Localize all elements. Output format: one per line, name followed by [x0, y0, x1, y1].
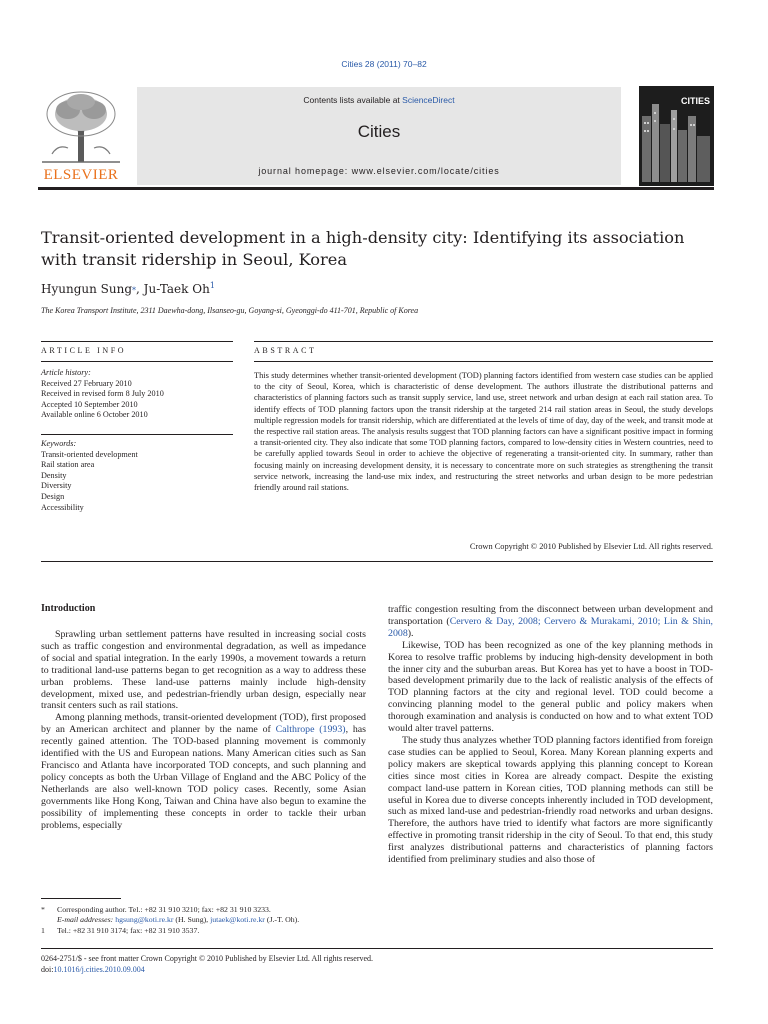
- history-item: Received in revised form 8 July 2010: [41, 389, 164, 399]
- author-footnote: [41, 926, 381, 936]
- abstract-top-rule: [254, 341, 713, 342]
- article-info-heading: ARTICLE INFO: [41, 346, 127, 355]
- footnote-rule: [41, 898, 121, 899]
- email-owner: (H. Sung),: [173, 915, 211, 925]
- footnotes: [41, 905, 381, 936]
- body-column-left: [41, 629, 366, 831]
- author-separator: ,: [136, 282, 144, 296]
- keywords-label: Keywords:: [41, 439, 77, 448]
- elsevier-tree-icon: [38, 88, 124, 166]
- journal-cover[interactable]: [639, 86, 714, 186]
- email-label: E-mail addresses:: [57, 915, 116, 925]
- footnote-symbol: 1: [41, 925, 45, 935]
- footnote-text: Corresponding author. Tel.: +82 31 910 3210; fax: +82 31 910 3233.: [57, 905, 271, 914]
- email-owner: (J.-T. Oh).: [264, 915, 300, 925]
- keyword-list: [41, 439, 231, 513]
- reference-link[interactable]: Cervero & Day, 2008; Cervero & Murakami, 2010; Lin & Shin, 2008: [388, 615, 713, 639]
- front-matter-bottom-rule: [41, 561, 713, 562]
- abstract-copyright: Crown Copyright © 2010 Published by Elsevier Ltd. All rights reserved.: [469, 542, 713, 551]
- footnote-text: Tel.: +82 31 910 3174; fax: +82 31 910 3537.: [57, 925, 200, 935]
- elsevier-logo: [38, 88, 124, 184]
- keyword: Rail station area: [41, 460, 95, 470]
- contents-line: [137, 95, 621, 105]
- author-affiliation: The Korea Transport Institute, 2311 Daewha-dong, Ilsanseo-gu, Goyang-si, Gyeonggi-do 411-701, Republic of Korea: [41, 306, 419, 315]
- keyword: Design: [41, 491, 65, 501]
- article-info-top-rule: [41, 341, 233, 342]
- article-history-label: Article history:: [41, 368, 91, 377]
- body-paragraph: [388, 604, 713, 640]
- article-history: [41, 368, 231, 421]
- author-list: [41, 281, 215, 296]
- email-link[interactable]: jutaek@koti.re.kr: [210, 915, 265, 925]
- history-item: Accepted 10 September 2010: [41, 399, 138, 409]
- footnote-symbol: *: [41, 905, 45, 914]
- author-footnote-mark[interactable]: 1: [209, 281, 215, 290]
- doi-prefix: doi:: [41, 965, 54, 974]
- journal-citation[interactable]: Cities 28 (2011) 70–82: [341, 59, 427, 69]
- doi-line: [41, 964, 373, 975]
- elsevier-wordmark: ELSEVIER: [43, 167, 119, 183]
- introduction-heading: Introduction: [41, 603, 96, 614]
- cover-title: CITIES: [680, 96, 710, 106]
- abstract-heading-rule: [254, 361, 713, 362]
- abstract-heading: ABSTRACT: [254, 346, 317, 355]
- body-text: Among planning methods, transit-oriented development (TOD), first proposed by an American architect and planner by the name of: [41, 712, 366, 736]
- corresponding-author-mark[interactable]: *: [132, 286, 137, 295]
- body-paragraph: [41, 712, 366, 831]
- body-text: , has recently gained attention. The TOD-based planning movement is commonly identified with the US and European nations. Many American cities such as San Francisco and Atlanta have incorporated TOD concepts, and such planning and policy concepts as both the Urban Village of England and the ABC Policy of the Netherlands are also well-known TOD policy cases. Recently, some Asian governments like Hong Kong, Taiwan and China have also begun to examine the possibility of implementing these concepts in order to tackle their urban problems, especially: [41, 724, 366, 831]
- email-footnote: [41, 915, 381, 925]
- corresponding-author-footnote: [41, 905, 381, 915]
- keyword: Transit-oriented development: [41, 449, 138, 459]
- author-name[interactable]: Ju-Taek Oh: [143, 282, 210, 296]
- abstract-text: This study determines whether transit-oriented development (TOD) planning factors identified from western case studies can be applied to the city of Seoul, Korea, which is characteristic of dense development. The authors illustrate the distributional patterns and characteristics of planning factors such as transit supply service, land use, street network and urban design at each rail station area. To identify effects of TOD planning factors upon the transit ridership at the targeted 214 rail station areas in Seoul, the study develops multiple regression models for transit ridership, which are differentiated at the levels of time of day, day of the week, and transit mode at the respective rail station areas. The analysis results suggest that TOD planning factors can have a significant positive impact in forming a transit-oriented city. They also indicate that some TOD planning factors, compared to low-density cities in Western countries, need to be carefully applied towards Seoul in order to achieve the objective of regenerating a transit-oriented city. In summary, rather than focusing mainly on increasing development density, it is necessary to concentrate more on such strategies as strengthening the transit service network, increasing the land-use mix index, and restructuring the street networks and urban design to be more pedestrian friendly around rail stations.: [254, 371, 713, 493]
- keyword: Density: [41, 470, 67, 480]
- email-link[interactable]: hgsung@koti.re.kr: [115, 915, 174, 925]
- article-title: [41, 227, 721, 271]
- article-info-heading-rule: [41, 361, 233, 362]
- body-paragraph: Likewise, TOD has been recognized as one of the key planning methods in Korea to resolve traffic problems by inducing high-density development in both the inner city and the suburban areas. But Korea has yet to have a boost in TOD-based development primarily due to the lack of realistic analysis of the effects of TOD planning factors at the city and regional level. TOD could become a convincing planning model to the general public and policy makers when thorough examination and analysis is conducted on how and to what extent TOD would alter travel patterns.: [388, 639, 713, 735]
- issn-line: 0264-2751/$ - see front matter Crown Copyright © 2010 Published by Elsevier Ltd. All rights reserved.: [41, 954, 374, 963]
- journal-name: Cities: [357, 122, 401, 141]
- author-name[interactable]: Hyungun Sung: [41, 282, 133, 296]
- reference-link[interactable]: Calthrope (1993): [275, 724, 346, 736]
- contents-prefix: Contents lists available at: [303, 95, 403, 105]
- body-paragraph: The study thus analyzes whether TOD planning factors identified from foreign case studies can be applied to Seoul, Korea. Many Korean planning experts and policy makers are skeptical towards applying this planning concept to Korean cities since most cities in Korea are already compact. Despite the existing compact land-use pattern in Korean cities, TOD planning methods can still be useful in Korea due to diverse concepts inherently included in TOD development, such as mixed land-use and pedestrian-friendly road networks and urban designs. Therefore, the authors have tried to identify what factors are more significantly effective in promoting transit ridership in the city of Seoul. To that end, this study first analyzes distributional patterns and characteristics of planning factors identified from preliminary studies and also those of: [388, 734, 713, 866]
- journal-header: [137, 87, 621, 185]
- body-column-right: [388, 604, 713, 866]
- keyword: Accessibility: [41, 502, 84, 512]
- history-item: Available online 6 October 2010: [41, 410, 148, 420]
- bottom-notes: [41, 953, 373, 975]
- header-rule: [38, 187, 714, 190]
- journal-homepage-link[interactable]: journal homepage: www.elsevier.com/locate/cities: [258, 166, 500, 176]
- keyword: Diversity: [41, 481, 72, 491]
- history-item: Received 27 February 2010: [41, 378, 132, 388]
- body-paragraph: Sprawling urban settlement patterns have resulted in increasing social costs such as traffic congestion and environmental degradation, as well as impedance of social and spatial integration. In the early 1990s, a movement towards a return to traditional land-use patterns began to get recognition as a way to address these urban problems. These land-use patterns mainly include high-density development, mixed use, and pedestrian-friendly urban design, especially near transit centers such as rail stations.: [41, 629, 366, 712]
- article-title-line-1: Transit-oriented development in a high-density city: Identifying its association: [41, 228, 685, 247]
- doi-link[interactable]: 10.1016/j.cities.2010.09.004: [53, 965, 145, 974]
- article-title-line-2: with transit ridership in Seoul, Korea: [41, 250, 348, 269]
- body-text: traffic congestion resulting from the disconnect between urban development and transportation (: [388, 604, 713, 627]
- sciencedirect-link[interactable]: ScienceDirect: [402, 95, 455, 105]
- body-text: ).: [407, 627, 414, 639]
- history-keywords-rule: [41, 434, 233, 435]
- bottom-rule: [41, 948, 713, 949]
